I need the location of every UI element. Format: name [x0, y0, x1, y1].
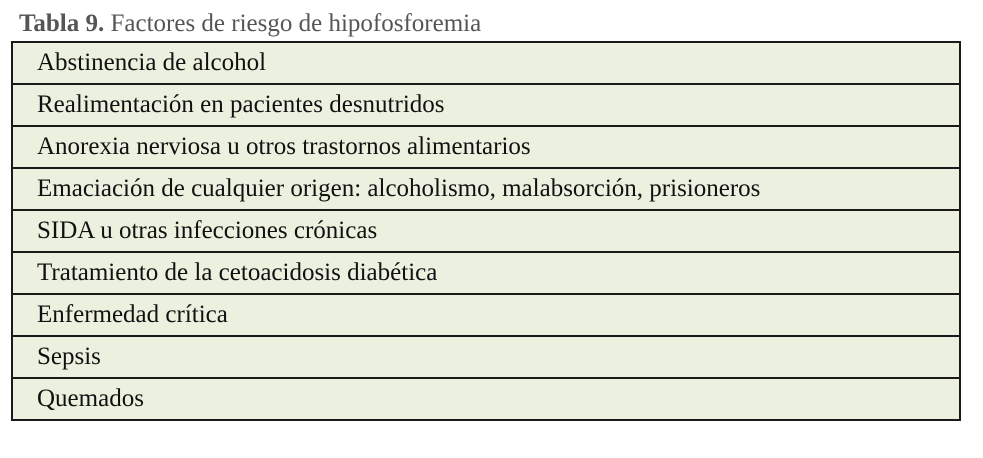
table-caption [19, 9, 481, 39]
table-cell: Emaciación de cualquier origen: alcoholismo, malabsorción, prisioneros [12, 168, 960, 210]
table-number: Tabla 9. [19, 10, 105, 37]
table-row [12, 294, 960, 336]
table-cell: Realimentación en pacientes desnutridos [12, 84, 960, 126]
table-cell: Sepsis [12, 336, 960, 378]
table-cell: Quemados [12, 378, 960, 420]
table-row [12, 378, 960, 420]
table-row [12, 210, 960, 252]
risk-factors-table [11, 41, 961, 421]
table-title: Factores de riesgo de hipofosforemia [110, 10, 482, 37]
table-row [12, 42, 960, 84]
table-row [12, 336, 960, 378]
table-row [12, 84, 960, 126]
table-cell: Anorexia nerviosa u otros trastornos alimentarios [12, 126, 960, 168]
table-row [12, 168, 960, 210]
table-row [12, 252, 960, 294]
table-row [12, 126, 960, 168]
table-cell: SIDA u otras infecciones crónicas [12, 210, 960, 252]
table-cell: Tratamiento de la cetoacidosis diabética [12, 252, 960, 294]
table-cell: Abstinencia de alcohol [12, 42, 960, 84]
table-cell: Enfermedad crítica [12, 294, 960, 336]
